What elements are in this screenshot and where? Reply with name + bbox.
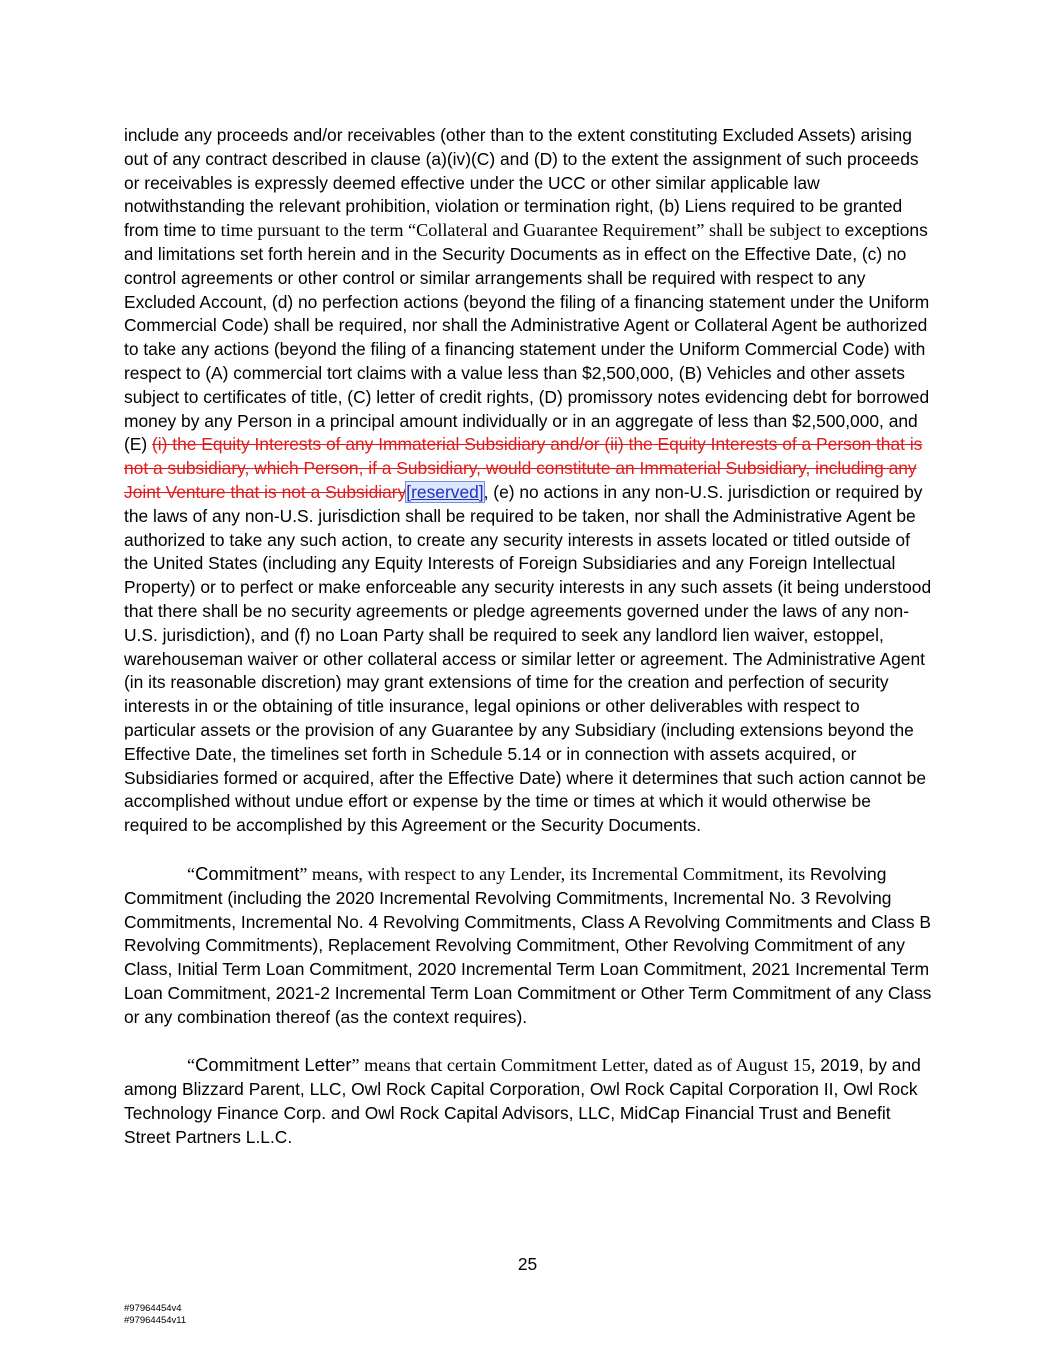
defined-term: Commitment xyxy=(195,862,300,884)
definition-commitment-letter xyxy=(124,1053,932,1149)
paragraph-text: , (e) no actions in any non-U.S. jurisdiction or required by the laws of any non-U.S. jurisdiction shall be required to be taken, nor shall the Administrative Agent be authorized to take any such action, to create any security interests in assets located or titled outside of the United States (including any Equity Interests of Foreign Subsidiaries and any Foreign Intellectual Property) or to perfect or make enforceable any security interests in any such assets (it being understood that there shall be no security agreements or pledge agreements governed under the laws of any non-U.S. jurisdiction), and (f) no Loan Party shall be required to seek any landlord lien waiver, estoppel, warehouseman waiver or other collateral access or similar letter or agreement. The Administrative Agent (in its reasonable discretion) may grant extensions of time for the creation and perfection of security interests in or the obtaining of title insurance, legal opinions or other deliverables with respect to particular assets or the provision of any Guarantee by any Subsidiary (including extensions beyond the Effective Date, the timelines set forth in Schedule 5.14 or in connection with assets acquired, or Subsidiaries formed or acquired, after the Effective Date) where it determines that such action cannot be accomplished without undue effort or expense by the time or times at which it would otherwise be required to be accomplished by this Agreement or the Security Documents. xyxy=(124,481,932,836)
definition-commitment xyxy=(124,862,932,1030)
defined-term: Commitment Letter xyxy=(195,1054,352,1076)
definition-text: Revolving Commitment (including the 2020 Incremental Revolving Commitments, Incremental No. 3 Revolving Commitments, Incremental No. 4 Revolving Commitments, Class A Revolving Commitments and Class B Revolving Commitments), Replacement Revolving Commitment, Other Revolving Commitment of any Class, Initial Term Loan Commitment, 2020 Incremental Term Loan Commitment, 2021 Incremental Term Loan Commitment, 2021-2 Incremental Term Loan Commitment or Other Term Commitment of any Class or any combination thereof (as the context requires). xyxy=(124,863,932,1027)
doc-id-line: #97964454v4 xyxy=(124,1303,182,1314)
paragraph-text-serif: time pursuant to the term “Collateral and Guarantee Requirement” shall be subject to xyxy=(220,220,840,241)
doc-id-line: #97964454v11 xyxy=(124,1315,187,1326)
paragraph-text: exceptions and limitations set forth herein and in the Security Documents as in effect on the Effective Date, (c) no control agreements or other control or similar arrangements shall be required with respect to any Excluded Account, (d) no perfection actions (beyond the filing of a financing statement under the Uniform Commercial Code) shall be required, nor shall the Administrative Agent or Collateral Agent be authorized to take any actions (beyond the filing of a financing statement under the Uniform Commercial Code) with respect to (A) commercial tort claims with a value less than $2,500,000, (B) Vehicles and other assets subject to certificates of title, (C) letter of credit rights, (D) promissory notes evidencing debt for borrowed money by any Person in a principal amount individually or in an aggregate of less than $2,500,000, and (E) xyxy=(124,220,930,455)
open-quote: “ xyxy=(187,1055,196,1076)
definition-text: 2019, by and among Blizzard Parent, LLC, Owl Rock Capital Corporation, Owl Rock Capital Corporation II, Owl Rock Technology Finance Corp. and Owl Rock Capital Advisors, LLC, MidCap Financial Trust and Benefit Street Partners L.L.C. xyxy=(124,1055,921,1147)
definition-text-serif: ” means, with respect to any Lender, its Incremental Commitment, its xyxy=(299,863,806,884)
tracked-insertion: [reserved] xyxy=(406,481,484,502)
paragraph-text: include any proceeds and/or receivables (other than to the extent constituting Excluded Assets) arising out of any contract described in clause (a)(iv)(C) and (D) to the extent the assignment of such proceeds or receivables is expressly deemed effective under the UCC or other similar applicable law notwithstanding the relevant prohibition, violation or termination right, (b) Liens required to be granted from time to xyxy=(124,125,919,241)
paragraph-spacer xyxy=(124,1029,932,1053)
open-quote: “ xyxy=(187,863,196,884)
definition-text-serif: ” means that certain Commitment Letter, dated as of August 15, xyxy=(351,1055,816,1076)
document-footer xyxy=(124,1303,186,1327)
paragraph-spacer xyxy=(124,838,932,862)
document-page xyxy=(124,124,932,1150)
tracked-deletion: (i) the Equity Interests of any Immaterial Subsidiary and/or (ii) the Equity Interests of a Person that is not a subsidiary, which Person, if a Subsidiary, would constitute an Immaterial Subsidiary, including any Joint Venture that is not a Subsidiary xyxy=(124,434,923,502)
page-number: 25 xyxy=(517,1254,538,1274)
body-paragraph-1 xyxy=(124,124,932,838)
